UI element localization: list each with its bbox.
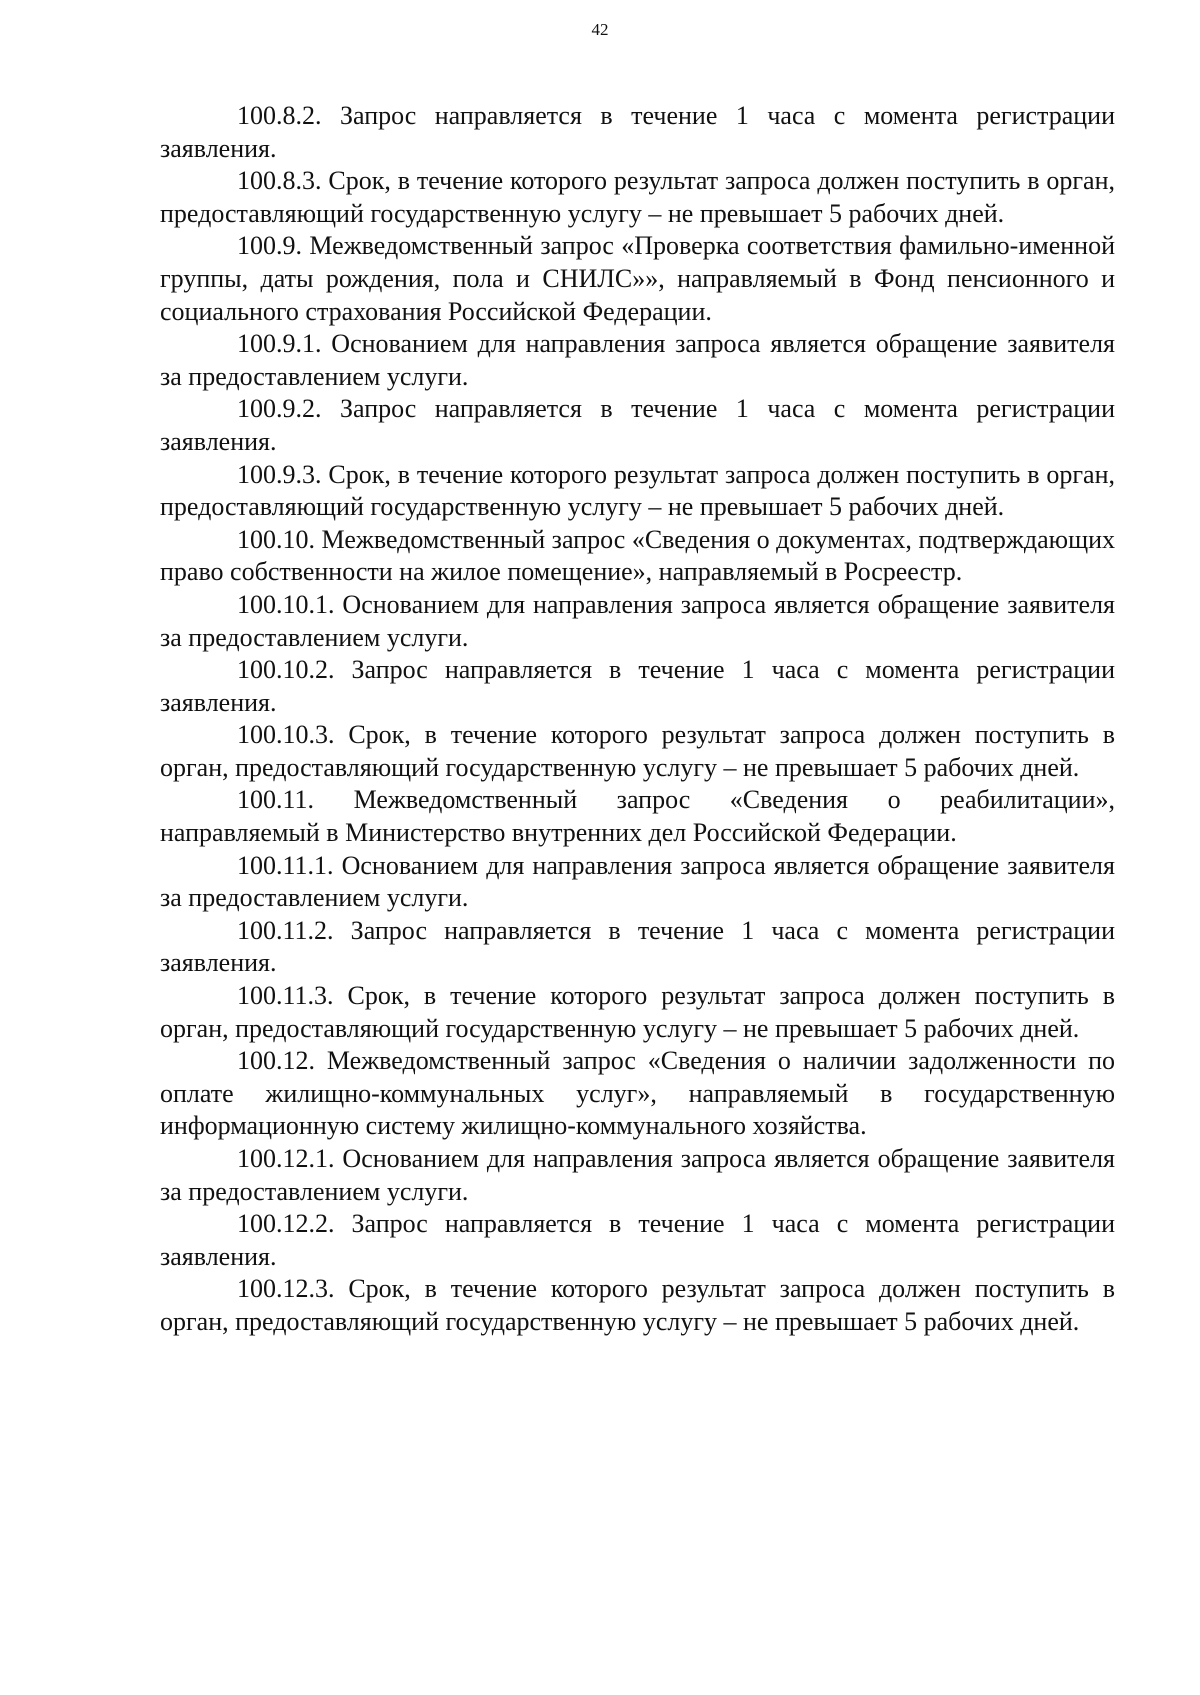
paragraph-100-9-2: 100.9.2. Запрос направляется в течение 1 часа с момента регистрации заявления. — [160, 394, 1115, 456]
paragraph-100-9-3: 100.9.3. Срок, в течение которого результат запроса должен поступить в орган, предоставляющий государственную услугу – не превышает 5 рабочих дней. — [160, 459, 1115, 522]
paragraph-100-10: 100.10. Межведомственный запрос «Сведения о документах, подтверждающих право собственности на жилое помещение», направляемый в Росреестр. — [160, 524, 1115, 587]
paragraph-100-11-3: 100.11.3. Срок, в течение которого результат запроса должен поступить в орган, предоставляющий государственную услугу – не превышает 5 рабочих дней. — [160, 981, 1115, 1043]
paragraph-100-11: 100.11. Межведомственный запрос «Сведения о реабилитации», направляемый в Министерство внутренних дел Российской Федерации. — [160, 785, 1115, 848]
paragraph-100-11-2: 100.11.2. Запрос направляется в течение 1 часа с момента регистрации заявления. — [160, 915, 1115, 978]
paragraph-100-10-1: 100.10.1. Основанием для направления запроса является обращение заявителя за предоставлением услуги. — [160, 589, 1115, 652]
page-number: 42 — [591, 20, 609, 39]
paragraph-100-9: 100.9. Межведомственный запрос «Проверка соответствия фамильно-именной группы, даты рождения, пола и СНИЛС»», направляемый в Фонд пенсионного и социального страхования Российской Федерации. — [160, 231, 1115, 326]
paragraph-100-10-2: 100.10.2. Запрос направляется в течение 1 часа с момента регистрации заявления. — [160, 655, 1115, 717]
document-body — [160, 100, 1115, 1339]
paragraph-100-12-1: 100.12.1. Основанием для направления запроса является обращение заявителя за предоставлением услуги. — [160, 1144, 1115, 1206]
paragraph-100-12-2: 100.12.2. Запрос направляется в течение 1 часа с момента регистрации заявления. — [160, 1209, 1115, 1271]
paragraph-100-8-2: 100.8.2. Запрос направляется в течение 1 часа с момента регистрации заявления. — [160, 101, 1115, 163]
paragraph-100-11-1: 100.11.1. Основанием для направления запроса является обращение заявителя за предоставлением услуги. — [160, 850, 1115, 913]
paragraph-100-8-3: 100.8.3. Срок, в течение которого результат запроса должен поступить в орган, предоставляющий государственную услугу – не превышает 5 рабочих дней. — [160, 166, 1115, 228]
paragraph-100-10-3: 100.10.3. Срок, в течение которого результат запроса должен поступить в орган, предоставляющий государственную услугу – не превышает 5 рабочих дней. — [160, 720, 1115, 782]
paragraph-100-12: 100.12. Межведомственный запрос «Сведения о наличии задолженности по оплате жилищно-коммунальных услуг», направляемый в государственную информационную систему жилищно-коммунального хозяйства. — [160, 1046, 1115, 1141]
paragraph-100-12-3: 100.12.3. Срок, в течение которого результат запроса должен поступить в орган, предоставляющий государственную услугу – не превышает 5 рабочих дней. — [160, 1274, 1115, 1336]
paragraph-100-9-1: 100.9.1. Основанием для направления запроса является обращение заявителя за предоставлением услуги. — [160, 329, 1115, 391]
